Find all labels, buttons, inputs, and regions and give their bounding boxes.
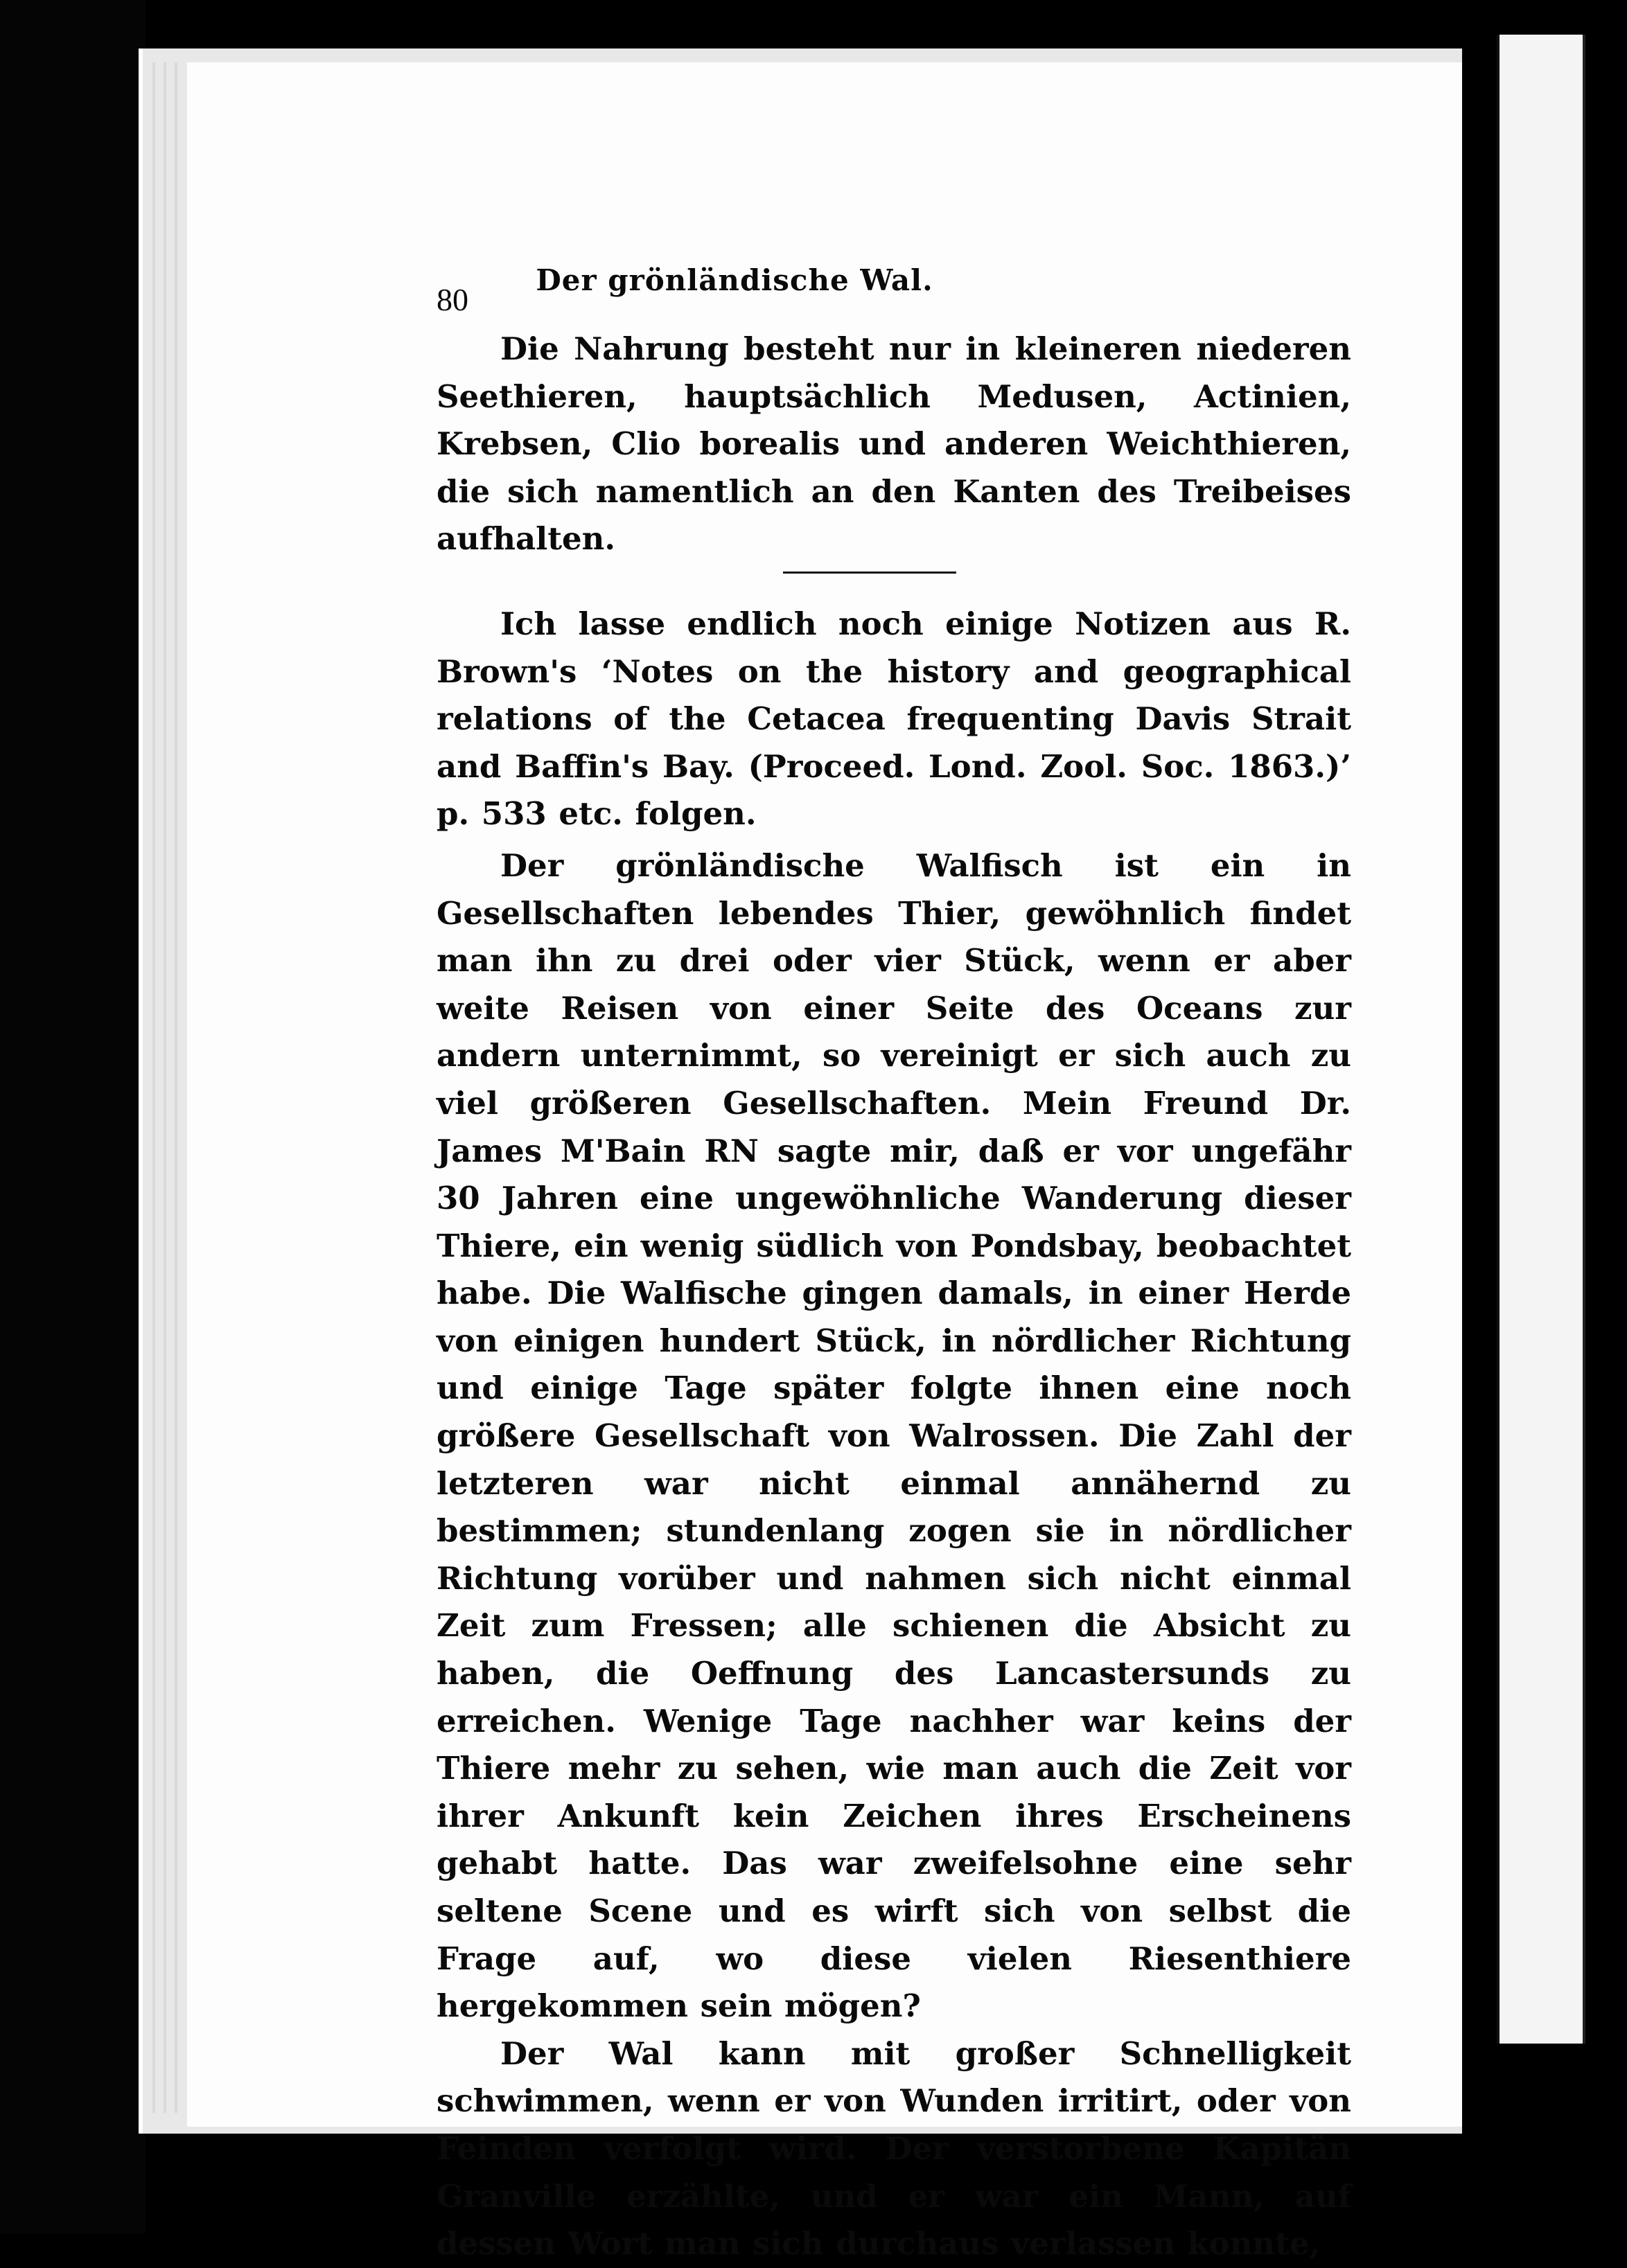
page-leaf-edge [164,62,166,2113]
page-body [437,326,1351,2268]
facing-page-edge [1497,35,1585,2044]
book-page [187,62,1462,2262]
divider-rule [783,572,956,574]
paragraph-speed: Der Wal kann mit großer Schnelligkeit schwimmen, wenn er von Wunden irritirt, oder von Feinden verfolgt wird. Der verstorbene Kapitän Granville erzählte, und er war ein Mann, auf dessen Wort man sich durchaus verlassen konnte, [437,2035,1351,2262]
paragraph-brown-notes: Ich lasse endlich noch einige Notizen aus R. Brown's ‘Notes on the history and geographical relations of the Cetacea frequenting Davis Strait and Baffin's Bay. (Proceed. Lond. Zool. Soc. 1863.)’ p. 533 etc. folgen. [437,605,1351,833]
paragraph-food: Die Nahrung besteht nur in kleineren niederen Seethieren, hauptsächlich Medusen, Actinien, Krebsen, Clio borealis und anderen Weichthieren, die sich namentlich an den Kanten des Treibeises aufhalten. [437,330,1351,558]
paragraph-migration: Der grönländische Walfisch ist ein in Gesellschaften lebendes Thier, gewöhnlich findet man ihn zu drei oder vier Stück, wenn er aber weite Reisen von einer Seite des Oceans zur andern unternimmt, so vereinigt er sich auch zu viel größeren Gesellschaften. Mein Freund Dr. James M'Bain RN sagte mir, daß er vor ungefähr 30 Jahren eine ungewöhnliche Wanderung dieser Thiere, ein wenig südlich von Pondsbay, beobachtet habe. Die Walfische gingen damals, in einer Herde von einigen hundert Stück, in nördlicher Richtung und einige Tage später folgte ihnen eine noch größere Gesellschaft von Walrossen. Die Zahl der letzteren war nicht einmal annähernd zu bestimmen; stundenlang zogen sie in nördlicher Richtung vorüber und nahmen sich nicht einmal Zeit zum Fressen; alle schienen die Absicht zu haben, die Oeffnung des Lancastersunds zu erreichen. Wenige Tage nachher war keins der Thiere mehr zu sehen, wie man auch die Zeit vor ihrer Ankunft kein Zeichen ihres Erscheinens gehabt hatte. Das war zweifelsohne eine sehr seltene Scene und es wirft sich von selbst die Frage auf, wo diese vielen Riesenthiere hergekommen sein mögen? [437,847,1351,2025]
page-leaf-edge [152,62,155,2113]
scan-background-left [0,0,146,2233]
section-divider [437,563,1351,601]
running-title: Der grönländische Wal. [536,263,933,297]
page-leaf-edge [175,62,177,2113]
page-number: 80 [437,282,468,317]
